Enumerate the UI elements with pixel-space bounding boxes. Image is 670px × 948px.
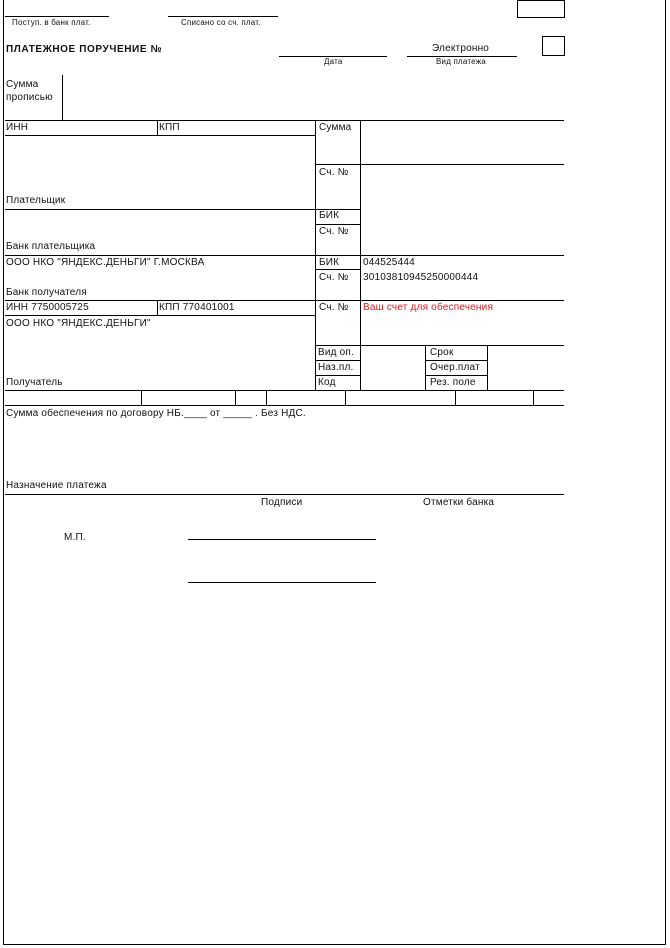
payer-bank-account-label: Сч. № bbox=[319, 226, 349, 237]
recipient-name: ООО НКО "ЯНДЕКС.ДЕНЬГИ" bbox=[6, 318, 151, 329]
received-line bbox=[5, 16, 109, 17]
line-375b bbox=[425, 375, 487, 376]
debited-line bbox=[168, 16, 278, 17]
recipient-account-label: Сч. № bbox=[319, 302, 349, 313]
signature-line-2 bbox=[188, 582, 376, 583]
tax-divider-5 bbox=[455, 390, 456, 405]
recipient-bank-name: ООО НКО "ЯНДЕКС.ДЕНЬГИ" Г.МОСКВА bbox=[6, 257, 205, 268]
payer-bank-bik-label: БИК bbox=[319, 210, 340, 221]
code-label: Код bbox=[318, 377, 336, 388]
payer-bank-label: Банк плательщика bbox=[6, 241, 96, 252]
term-label: Срок bbox=[430, 347, 454, 358]
received-label: Поступ. в банк плат. bbox=[12, 18, 91, 27]
line-494 bbox=[5, 494, 564, 495]
payer-label: Плательщик bbox=[6, 195, 66, 206]
line-164 bbox=[315, 164, 564, 165]
stamp-label: М.П. bbox=[64, 532, 86, 543]
status-box bbox=[542, 36, 565, 56]
line-269 bbox=[315, 269, 360, 270]
payer-kpp-label: КПП bbox=[159, 122, 180, 133]
form-title: ПЛАТЕЖНОЕ ПОРУЧЕНИЕ № bbox=[6, 44, 163, 55]
line-345 bbox=[315, 345, 564, 346]
recipient-kpp: КПП 770401001 bbox=[159, 302, 235, 313]
line-315 bbox=[5, 315, 315, 316]
line-209 bbox=[5, 209, 360, 210]
payment-type-value: Электронно bbox=[432, 43, 490, 54]
line-360b bbox=[425, 360, 487, 361]
form-code-box bbox=[517, 0, 565, 18]
bank-marks-label: Отметки банка bbox=[423, 497, 495, 508]
line-300 bbox=[5, 300, 564, 301]
op-type-label: Вид оп. bbox=[318, 347, 355, 358]
debited-label: Списано со сч. плат. bbox=[181, 18, 261, 27]
amount-words-divider bbox=[62, 75, 63, 120]
recipient-bik-label: БИК bbox=[319, 257, 340, 268]
recipient-label: Получатель bbox=[6, 377, 63, 388]
signatures-label: Подписи bbox=[261, 497, 303, 508]
term-divider-left bbox=[425, 345, 426, 390]
recipient-bank-account-label: Сч. № bbox=[319, 272, 349, 283]
line-120 bbox=[5, 120, 564, 121]
payment-type-label: Вид платежа bbox=[436, 57, 486, 66]
tax-divider-1 bbox=[141, 390, 142, 405]
tax-divider-3 bbox=[266, 390, 267, 405]
line-135 bbox=[5, 135, 315, 136]
amount-label: Сумма bbox=[319, 122, 352, 133]
purpose-code-label: Наз.пл. bbox=[318, 362, 354, 373]
tax-divider-4 bbox=[345, 390, 346, 405]
line-360a bbox=[315, 360, 360, 361]
recipient-inn: ИНН 7750005725 bbox=[6, 302, 89, 313]
recipient-inn-kpp-divider bbox=[157, 300, 158, 315]
payer-inn-label: ИНН bbox=[6, 122, 29, 133]
priority-label: Очер.плат bbox=[430, 362, 480, 373]
payment-order-form bbox=[3, 0, 666, 945]
recipient-bik-value: 044525444 bbox=[363, 257, 415, 268]
line-390 bbox=[5, 390, 564, 391]
recipient-account-value: Ваш счет для обеспечения bbox=[363, 302, 494, 313]
purpose-text: Сумма обеспечения по договору НБ.____ от _____ . Без НДС. bbox=[6, 408, 306, 419]
recipient-bank-account-value: 30103810945250000444 bbox=[363, 272, 479, 283]
reserve-field-label: Рез. поле bbox=[430, 377, 476, 388]
line-375a bbox=[315, 375, 360, 376]
signature-line-1 bbox=[188, 539, 376, 540]
line-255 bbox=[5, 255, 564, 256]
inn-kpp-divider bbox=[157, 120, 158, 135]
term-divider-right bbox=[487, 345, 488, 390]
recipient-bank-label: Банк получателя bbox=[6, 287, 87, 298]
date-label: Дата bbox=[324, 57, 343, 66]
tax-divider-2 bbox=[235, 390, 236, 405]
amount-words-label: Сумма прописью bbox=[6, 79, 53, 103]
tax-divider-6 bbox=[533, 390, 534, 405]
purpose-label: Назначение платежа bbox=[6, 480, 107, 491]
line-224 bbox=[315, 224, 360, 225]
payer-account-label: Сч. № bbox=[319, 167, 349, 178]
line-405 bbox=[5, 405, 564, 406]
